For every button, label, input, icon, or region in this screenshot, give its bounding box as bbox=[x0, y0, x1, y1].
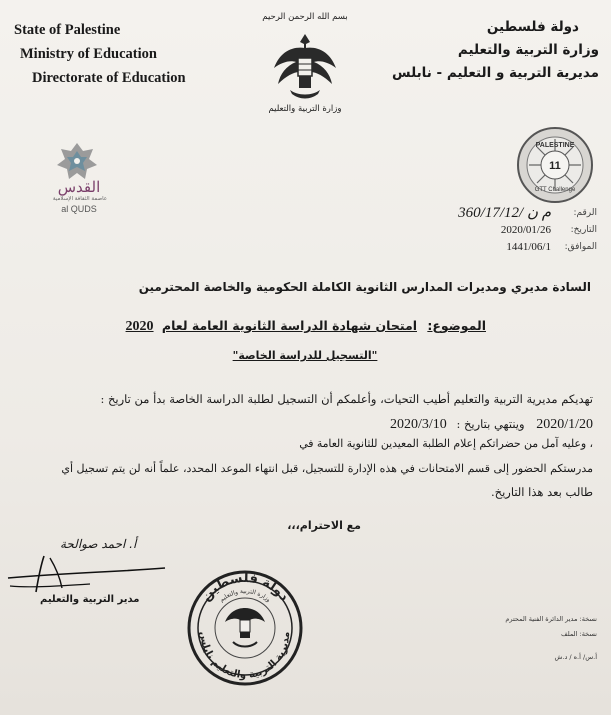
subject-label: الموضوع: bbox=[427, 318, 486, 333]
copies-list bbox=[505, 612, 597, 665]
directorate-name-ar: مديرية التربية و التعليم - نابلس bbox=[392, 65, 599, 81]
emblem-label: PALESTINE bbox=[535, 142, 575, 149]
body-line-2 bbox=[390, 417, 593, 433]
al-quds-logo-arabic: القدس bbox=[57, 178, 101, 196]
copy-line-2: نسخة: الملف bbox=[561, 630, 597, 638]
reference-date-value: 2020/01/26 bbox=[500, 224, 551, 236]
stamp-bottom-text: مديرية التربية والتعليم نابلس bbox=[197, 630, 293, 682]
stamp-top-text: دولة فلسطين bbox=[198, 570, 292, 605]
reference-number-value: 360/17/12/ م ن bbox=[458, 205, 551, 221]
palestine-challenge-emblem-icon bbox=[515, 125, 595, 205]
reference-number-row bbox=[458, 205, 597, 222]
al-quds-logo-icon bbox=[40, 140, 114, 182]
addressee: السادة مديري ومديرات المدارس الثانوية الكاملة الحكومية والخاصة المحترمين bbox=[138, 280, 591, 294]
letterhead-english bbox=[14, 18, 186, 90]
body-line-1: تهديكم مديرية التربية والتعليم أطيب التحيات، وأعلمكم أن التسجيل لطلبة الدراسة الخاصة بدأ من تاريخ : bbox=[100, 392, 593, 406]
directorate-name-en: Directorate of Education bbox=[32, 70, 186, 86]
body-line-3: مدرستكم الحضور إلى قسم الامتحانات في هذه الإدارة للتسجيل، قبل انتهاء الموعد المحدد، علماً أنه لن يتم تسجيل أي bbox=[61, 462, 593, 475]
subject-text: امتحان شهادة الدراسة الثانوية العامة لعام bbox=[161, 318, 417, 333]
reference-hijri-label: الموافق: bbox=[564, 242, 597, 252]
ministry-sub-ar: وزارة التربية والتعليم bbox=[268, 104, 342, 114]
body-date-end: 2020/3/10 bbox=[390, 417, 447, 432]
stamp-inner-text: وزارة التربية والتعليم bbox=[218, 588, 272, 604]
body-line-2-rest: ، وعليه آمل من حضراتكم إعلام الطلبة المعيدين للثانوية العامة في bbox=[299, 437, 593, 450]
director-title: مدير التربية والتعليم bbox=[40, 594, 140, 605]
state-name-en: State of Palestine bbox=[14, 22, 121, 38]
handwritten-signature-icon bbox=[0, 548, 170, 596]
state-name-ar: دولة فلسطين bbox=[486, 19, 579, 35]
sub-subject: "التسجيل للدراسة الخاصة" bbox=[232, 349, 378, 362]
reference-number-label: الرقم: bbox=[573, 208, 597, 218]
signer-name: أ. احمد صوالحة bbox=[60, 537, 137, 551]
reference-hijri-row bbox=[458, 239, 597, 256]
closing-greeting: مع الاحترام،،، bbox=[287, 519, 361, 532]
svg-text:دولة فلسطين bbox=[199, 571, 292, 605]
reference-date-label: التاريخ: bbox=[570, 225, 597, 235]
reference-hijri-value: 1441/06/1 bbox=[506, 241, 551, 253]
emblem-number: 11 bbox=[549, 160, 561, 172]
ministry-name-ar: وزارة التربية والتعليم bbox=[457, 42, 599, 58]
eagle-crest-icon bbox=[272, 28, 338, 104]
ministry-name-en: Ministry of Education bbox=[20, 46, 157, 62]
official-stamp-icon bbox=[185, 568, 305, 688]
copy-line-1: نسخة: مدير الدائرة الفنية المحترم bbox=[505, 615, 597, 623]
letterhead-arabic bbox=[392, 16, 599, 85]
al-quds-logo-english: al QUDS bbox=[61, 204, 97, 214]
body-line-4: طالب بعد هذا التاريخ. bbox=[490, 485, 593, 499]
subject-line bbox=[126, 318, 486, 335]
al-quds-logo-sub: عاصمة الثقافة الإسلامية bbox=[52, 196, 108, 202]
emblem-sub: GTT Challenge bbox=[534, 187, 576, 193]
subject-year: 2020 bbox=[125, 319, 154, 334]
copy-line-3: أ.س/ أ.ه / د.ش bbox=[554, 653, 597, 661]
basmala: بسم الله الرحمن الرحيم bbox=[262, 12, 348, 22]
body-date-start: 2020/1/20 bbox=[536, 417, 593, 432]
reference-date-row bbox=[458, 222, 597, 239]
reference-block bbox=[458, 205, 597, 256]
body-ends-label: وينتهي بتاريخ : bbox=[456, 417, 525, 431]
